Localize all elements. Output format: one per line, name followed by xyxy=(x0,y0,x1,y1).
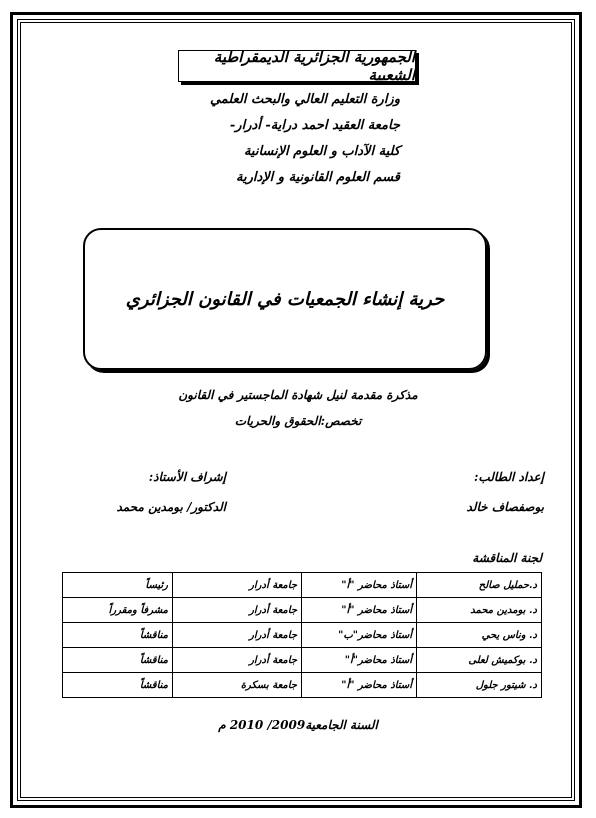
committee-label: لجنة المناقشة xyxy=(472,551,542,565)
member-role: مناقشاً xyxy=(63,623,173,648)
university-line: جامعة العقيد احمد دراية- أدرار- xyxy=(229,118,400,133)
member-name: د. شيتور جلول xyxy=(417,673,542,698)
table-row xyxy=(63,673,542,698)
thesis-title: حرية إنشاء الجمعيات في القانون الجزائري xyxy=(125,288,445,310)
faculty-line: كلية الآداب و العلوم الإنسانية xyxy=(243,144,400,159)
member-institution: جامعة أدرار xyxy=(173,648,302,673)
member-rank: أستاذ محاضر"أ" xyxy=(302,648,417,673)
supervisor-label: إشراف الأستاذ: xyxy=(148,470,226,484)
student-label: إعداد الطالب: xyxy=(473,470,544,484)
member-role: مشرفاً ومقرراً xyxy=(63,598,173,623)
committee-table xyxy=(62,572,542,698)
student-name: بوصفصاف خالد xyxy=(466,500,544,514)
table-row xyxy=(63,648,542,673)
member-institution: جامعة أدرار xyxy=(173,623,302,648)
table-row xyxy=(63,623,542,648)
supervisor-name: الدكتور/ بومدين محمد xyxy=(116,500,226,514)
table-row xyxy=(63,598,542,623)
member-role: رئيساً xyxy=(63,573,173,598)
member-name: د. بومدين محمد xyxy=(417,598,542,623)
member-rank: أستاذ محاضر "أ" xyxy=(302,673,417,698)
academic-year-label: السنة الجامعية xyxy=(305,718,378,732)
department-line: قسم العلوم القانونية و الإدارية xyxy=(235,170,400,185)
member-role: مناقشاً xyxy=(63,648,173,673)
table-row xyxy=(63,573,542,598)
member-rank: أستاذ محاضر "أ" xyxy=(302,573,417,598)
member-name: د. وناس يحي xyxy=(417,623,542,648)
academic-year xyxy=(0,718,596,732)
member-name: د. بوكميش لعلى xyxy=(417,648,542,673)
thesis-specialty: تخصص:الحقوق والحريات xyxy=(234,414,362,428)
member-institution: جامعة بسكرة xyxy=(173,673,302,698)
member-institution: جامعة أدرار xyxy=(173,598,302,623)
member-rank: أستاذ محاضر "أ" xyxy=(302,598,417,623)
thesis-title-box xyxy=(83,228,487,370)
member-rank: أستاذ محاضر"ب" xyxy=(302,623,417,648)
member-institution: جامعة أدرار xyxy=(173,573,302,598)
ministry-line: وزارة التعليم العالي والبحث العلمي xyxy=(209,92,400,107)
thesis-purpose: مذكرة مقدمة لنيل شهادة الماجستير في القانون xyxy=(178,388,418,402)
republic-banner: الجمهورية الجزائرية الديمقراطية الشعبية xyxy=(178,50,416,82)
member-role: مناقشاً xyxy=(63,673,173,698)
member-name: د.حمليل صالح xyxy=(417,573,542,598)
academic-year-value: 2009/ 2010 م xyxy=(218,718,306,732)
